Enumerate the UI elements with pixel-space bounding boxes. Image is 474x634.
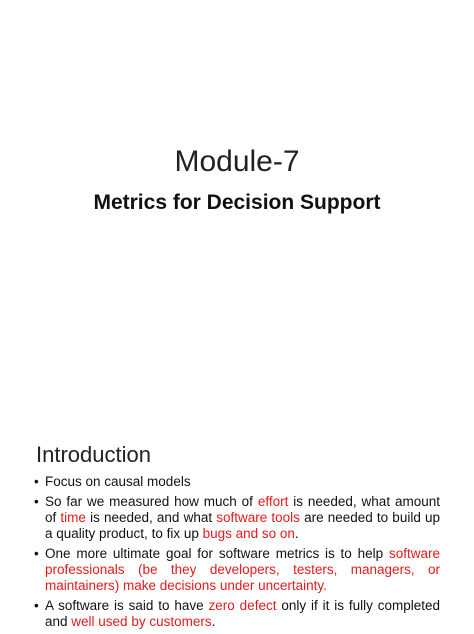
bullet-marker: •: [34, 494, 39, 509]
bullet-text: So far we measured how much of: [45, 494, 258, 509]
highlight-text: software tools: [216, 510, 300, 525]
bullet-text: .: [211, 614, 216, 629]
bullet-text: is needed, and what: [85, 510, 217, 525]
bullet-marker: •: [34, 474, 39, 489]
bullet-item: [34, 598, 440, 630]
highlight-text: zero defect: [208, 598, 277, 613]
introduction-slide: [0, 416, 474, 632]
highlight-text: time: [60, 510, 86, 525]
bullet-text: only if it is fully completed and: [45, 598, 440, 629]
highlight-text: software professionals (be they developers, testers, managers, or maintainers) make decisions under uncertainty.: [45, 546, 440, 593]
highlight-text: effort: [257, 494, 289, 509]
bullet-text: One more ultimate goal for software metrics is to help: [45, 546, 389, 561]
bullet-text: .: [294, 526, 299, 541]
highlight-text: well used by customers: [71, 614, 212, 629]
module-subtitle: Metrics for Decision Support: [93, 191, 381, 214]
section-heading: Introduction: [36, 442, 151, 467]
bullet-text: A software is said to have: [45, 598, 209, 613]
bullet-marker: •: [34, 598, 39, 613]
bullet-item: [34, 546, 440, 594]
bullet-item: [34, 494, 440, 542]
module-title: Module-7: [174, 145, 300, 178]
bullet-marker: •: [34, 546, 39, 561]
bullet-text: are needed to build up a quality product, to fix up: [45, 510, 440, 541]
highlight-text: bugs and so on: [202, 526, 295, 541]
bullet-text: Focus on causal models: [45, 474, 191, 489]
bullet-text: is needed, what amount of: [45, 494, 440, 525]
bullet-list: [34, 474, 440, 634]
bullet-item: [34, 474, 440, 490]
